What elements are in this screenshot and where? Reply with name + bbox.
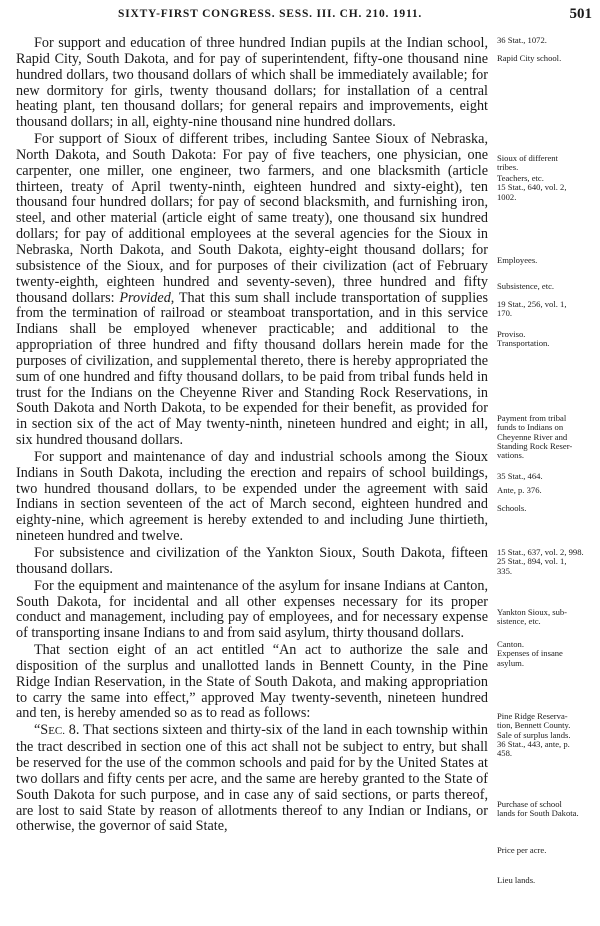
margin-note: Purchase of school lands for South Dakota. — [497, 799, 579, 819]
paragraph-sioux-schools: For support and maintenance of day and industrial schools among the Sioux Indians in South Dakota, including the erection and repairs of school buildings, two hundred thousand dollars, to be expended under the agreement with said Indians in section seventeen of the act of March second, eighteen hundred and eighty-nine, which agreement is hereby extended to and including June thirtieth, nineteen hundred and twelve. — [16, 448, 488, 545]
margin-note: 35 Stat., 464. Ante, p. 376. — [497, 471, 543, 496]
paragraph-section-8: “SEC. 8. That sections sixteen and thirty-six of the land in each township within the tract described in section one of this act shall not be subject to entry, but shall be reserved for the use of the common schools and paid for by the United States at two dollars and fifty cents per acre, and the same are hereby granted to the State of South Dakota for such purpose, and in case any of said sections, or parts thereof, are lost to said State by reason of allotments thereof to any Indian or Indians, or otherwise, the governor of said State, — [16, 722, 488, 835]
margin-note: Payment from tribal funds to Indians on Cheyenne River and Standing Rock Reser- vations. — [497, 413, 573, 461]
paragraph-rapid-city-school: For support and education of three hundred Indian pupils at the Indian school, Rapid City, South Dakota, and for pay of superintendent, fifty-one thousand nine hundred dollars, two thousand dollars of which shall be immediately available; for new dormitory for girls, twenty thousand dollars; for installation of a central heating plant, ten thousand dollars; for general repairs and improvements, eight thousand dollars; in all, eighty-nine thousand nine hundred dollars. — [16, 35, 488, 131]
margin-note: Proviso. Transportation. — [497, 329, 550, 349]
margin-note: Employees. — [497, 255, 538, 265]
statute-body — [16, 36, 488, 836]
page-number: 501 — [569, 6, 592, 22]
margin-note: Teachers, etc. 15 Stat., 640, vol. 2, 1002. — [497, 173, 567, 202]
margin-note: Canton. Expenses of insane asylum. — [497, 639, 563, 668]
margin-note: 19 Stat., 256, vol. 1, 170. — [497, 299, 567, 319]
margin-note: Yankton Sioux, sub- sistence, etc. — [497, 607, 568, 627]
margin-note: Subsistence, etc. — [497, 281, 555, 291]
paragraph-canton-asylum: For the equipment and maintenance of the asylum for insane Indians at Canton, South Dakota, for incidental and all other expenses necessary for its proper conduct and management, including pay of employees, and for necessary expense of transporting insane Indians to and from said asylum, thirty thousand dollars. — [16, 577, 488, 642]
paragraph-pine-ridge-amendment: That section eight of an act entitled “An act to authorize the sale and disposition of the surplus and unallotted lands in Bennett County, in the Pine Ridge Indian Reservation, in the State of South Dakota, and making appropriation to carry the same into effect,” approved May twenty-seventh, nineteen hundred and ten, is hereby amended so as to read as follows: — [16, 642, 488, 722]
paragraph-sioux-support: For support of Sioux of different tribes, including Santee Sioux of Nebraska, North Dakota, and South Dakota: For pay of five teachers, one physician, one carpenter, one miller, one engineer, two farmers, and one blacksmith (article thirteen, treaty of April twenty-ninth, eighteen hundred and sixty-eight), ten thousand four hundred dollars; for pay of second blacksmith, and furnishing iron, steel, and other material (article eight of same treaty), one thousand six hundred dollars; for pay of additional employees at the several agencies for the Sioux in Nebraska, North Dakota, and South Dakota, eighty-eight thousand dollars; for subsistence of the Sioux, and for purposes of their civilization (act of February twenty-eighth, eighteen hundred and seventy-seven), three hundred and fifty thousand dollars: Provided, That this sum shall include transportation of supplies from the termination of railroad or steamboat transportation, and in this service Indians shall be employed whenever practicable; and additional to the appropriation of three hundred and fifty thousand dollars herein made for the purposes of civilization, and supplemental thereto, there is hereby appropriated the sum of one hundred and fifty thousand dollars, to be paid from tribal funds held in trust for the Indians on the Cheyenne River and Standing Rock Reservations, in South Dakota and North Dakota, to be expended for their benefit, as provided for in section six of the act of May twenty-ninth, nineteen hundred and eight; in all, six hundred thousand dollars. — [16, 131, 488, 449]
margin-note: Price per acre. — [497, 845, 547, 855]
margin-note: Sioux of different tribes. — [497, 153, 558, 173]
margin-note: Schools. — [497, 503, 527, 513]
margin-note: Pine Ridge Reserva- tion, Bennett County. Sale of surplus lands. 36 Stat., 443, ante, p. 458. — [497, 711, 571, 759]
margin-note: 36 Stat., 1072. — [497, 35, 547, 45]
running-head: SIXTY-FIRST CONGRESS. SESS. III. CH. 210. 1911. — [118, 8, 423, 20]
margin-note: Lieu lands. — [497, 875, 536, 885]
margin-note: 15 Stat., 637, vol. 2, 998. 25 Stat., 894, vol. 1, 335. — [497, 547, 584, 576]
page-header — [0, 4, 600, 24]
paragraph-yankton-sioux: For subsistence and civilization of the Yankton Sioux, South Dakota, fifteen thousand dollars. — [16, 545, 488, 577]
margin-note: Rapid City school. — [497, 53, 562, 63]
